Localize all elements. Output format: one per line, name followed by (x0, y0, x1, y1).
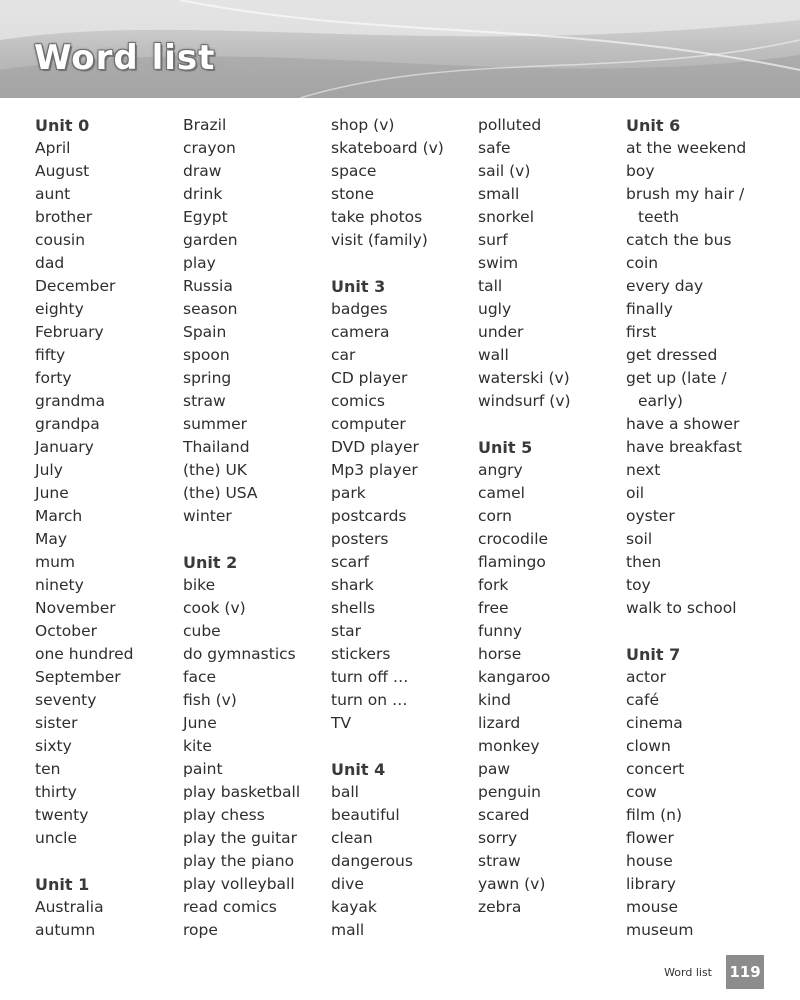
word-entry: scared (478, 806, 530, 824)
word-entry: windsurf (v) (478, 392, 571, 410)
word-entry: library (626, 875, 676, 893)
unit-heading: Unit 1 (35, 875, 90, 894)
word-entry: season (183, 300, 238, 318)
word-entry: (the) UK (183, 461, 247, 479)
word-entry: film (n) (626, 806, 683, 824)
unit-heading: Unit 4 (331, 760, 386, 779)
word-entry: get dressed (626, 346, 718, 364)
word-entry: waterski (v) (478, 369, 570, 387)
word-entry: badges (331, 300, 388, 318)
word-entry: play (183, 254, 216, 272)
word-entry: January (35, 438, 94, 456)
word-entry: swim (478, 254, 519, 272)
word-entry: autumn (35, 921, 96, 939)
word-entry: at the weekend (626, 139, 747, 157)
footer-section-label: Word list (664, 966, 712, 979)
word-entry: horse (478, 645, 522, 663)
word-entry: spring (183, 369, 232, 387)
word-entry: twenty (35, 806, 89, 824)
word-entry: oyster (626, 507, 675, 525)
word-entry: penguin (478, 783, 541, 801)
word-entry: oil (626, 484, 645, 502)
word-entry: stickers (331, 645, 391, 663)
word-entry: shop (v) (331, 116, 395, 134)
word-entry: zebra (478, 898, 522, 916)
word-entry: clown (626, 737, 671, 755)
word-entry: Mp3 player (331, 461, 418, 479)
word-entry: kayak (331, 898, 377, 916)
word-entry: TV (331, 714, 352, 732)
word-entry: camel (478, 484, 525, 502)
word-entry: read comics (183, 898, 277, 916)
word-entry: brother (35, 208, 93, 226)
word-entry: computer (331, 415, 406, 433)
word-entry: July (35, 461, 63, 479)
word-entry: visit (family) (331, 231, 428, 249)
word-entry: park (331, 484, 366, 502)
word-entry: small (478, 185, 520, 203)
word-entry: June (183, 714, 217, 732)
word-entry: CD player (331, 369, 408, 387)
word-entry: fish (v) (183, 691, 237, 709)
word-entry: forty (35, 369, 72, 387)
word-entry: boy (626, 162, 655, 180)
spacer (331, 735, 481, 758)
word-entry: rope (183, 921, 218, 939)
word-entry: grandma (35, 392, 105, 410)
word-entry: teeth (638, 208, 680, 226)
word-entry: DVD player (331, 438, 419, 456)
word-entry: December (35, 277, 116, 295)
word-entry: straw (183, 392, 226, 410)
word-entry: thirty (35, 783, 77, 801)
unit-heading: Unit 3 (331, 277, 386, 296)
unit-heading: Unit 0 (35, 116, 90, 135)
word-entry: ball (331, 783, 359, 801)
word-entry: paint (183, 760, 223, 778)
word-entry: one hundred (35, 645, 134, 663)
word-entry: uncle (35, 829, 78, 847)
word-entry: April (35, 139, 71, 157)
word-entry: turn off … (331, 668, 409, 686)
word-entry: camera (331, 323, 390, 341)
word-entry: free (478, 599, 509, 617)
word-entry: Russia (183, 277, 233, 295)
page-number-badge: 119 (726, 955, 764, 989)
word-entry: sorry (478, 829, 518, 847)
word-entry: funny (478, 622, 523, 640)
word-entry: Spain (183, 323, 227, 341)
spacer (331, 252, 481, 275)
word-entry: comics (331, 392, 386, 410)
word-entry: play basketball (183, 783, 301, 801)
word-entry: postcards (331, 507, 407, 525)
word-entry: stone (331, 185, 374, 203)
word-entry: June (35, 484, 69, 502)
word-entry: (the) USA (183, 484, 258, 502)
word-entry: August (35, 162, 90, 180)
unit-heading: Unit 5 (478, 438, 533, 457)
word-entry: polluted (478, 116, 542, 134)
word-entry: ninety (35, 576, 84, 594)
word-entry: October (35, 622, 98, 640)
word-entry: flamingo (478, 553, 546, 571)
word-column-2 (183, 114, 333, 942)
word-entry: kind (478, 691, 511, 709)
word-entry: ten (35, 760, 61, 778)
word-entry: cube (183, 622, 221, 640)
word-entry: draw (183, 162, 222, 180)
word-entry: play the guitar (183, 829, 298, 847)
word-entry: straw (478, 852, 521, 870)
word-entry: house (626, 852, 673, 870)
word-entry: cinema (626, 714, 683, 732)
word-entry: Brazil (183, 116, 227, 134)
word-entry: posters (331, 530, 389, 548)
word-entry: Australia (35, 898, 104, 916)
word-entry: September (35, 668, 121, 686)
word-entry: grandpa (35, 415, 100, 433)
word-column-1 (35, 114, 185, 942)
word-entry: play the piano (183, 852, 295, 870)
word-entry: sail (v) (478, 162, 531, 180)
word-entry: kite (183, 737, 212, 755)
word-entry: beautiful (331, 806, 400, 824)
word-entry: museum (626, 921, 694, 939)
word-entry: seventy (35, 691, 97, 709)
unit-heading: Unit 6 (626, 116, 681, 135)
word-column-5 (626, 114, 776, 942)
word-entry: surf (478, 231, 508, 249)
page-title: Word list (34, 38, 216, 78)
word-entry: play volleyball (183, 875, 295, 893)
word-entry: have breakfast (626, 438, 742, 456)
word-entry: drink (183, 185, 223, 203)
word-entry: corn (478, 507, 512, 525)
word-entry: flower (626, 829, 674, 847)
word-entry: clean (331, 829, 373, 847)
word-entry: safe (478, 139, 511, 157)
word-list-columns (0, 114, 800, 954)
word-entry: toy (626, 576, 651, 594)
word-entry: wall (478, 346, 509, 364)
word-entry: monkey (478, 737, 540, 755)
word-column-3 (331, 114, 481, 942)
spacer (35, 850, 185, 873)
word-entry: next (626, 461, 661, 479)
word-entry: dangerous (331, 852, 413, 870)
word-entry: catch the bus (626, 231, 732, 249)
word-entry: November (35, 599, 116, 617)
word-entry: under (478, 323, 524, 341)
word-entry: Thailand (183, 438, 250, 456)
word-entry: cow (626, 783, 657, 801)
word-entry: actor (626, 668, 666, 686)
word-entry: scarf (331, 553, 369, 571)
word-entry: garden (183, 231, 238, 249)
unit-heading: Unit 2 (183, 553, 238, 572)
word-entry: tall (478, 277, 503, 295)
spacer (626, 620, 776, 643)
word-entry: bike (183, 576, 216, 594)
word-entry: concert (626, 760, 685, 778)
word-entry: shells (331, 599, 376, 617)
word-entry: spoon (183, 346, 230, 364)
word-entry: mall (331, 921, 365, 939)
word-entry: winter (183, 507, 232, 525)
word-entry: walk to school (626, 599, 737, 617)
word-entry: then (626, 553, 662, 571)
word-entry: space (331, 162, 377, 180)
word-entry: summer (183, 415, 248, 433)
word-entry: turn on … (331, 691, 408, 709)
word-entry: kangaroo (478, 668, 551, 686)
word-entry: yawn (v) (478, 875, 546, 893)
word-entry: have a shower (626, 415, 740, 433)
word-entry: angry (478, 461, 523, 479)
word-entry: February (35, 323, 104, 341)
word-entry: lizard (478, 714, 521, 732)
word-entry: car (331, 346, 356, 364)
word-entry: ugly (478, 300, 512, 318)
word-entry: Egypt (183, 208, 228, 226)
word-entry: every day (626, 277, 704, 295)
word-entry: mum (35, 553, 76, 571)
word-entry: brush my hair / (626, 185, 745, 203)
word-entry: mouse (626, 898, 679, 916)
word-entry: first (626, 323, 657, 341)
word-entry: early) (638, 392, 683, 410)
word-entry: cousin (35, 231, 86, 249)
word-entry: shark (331, 576, 374, 594)
word-entry: finally (626, 300, 673, 318)
unit-heading: Unit 7 (626, 645, 681, 664)
word-entry: sister (35, 714, 78, 732)
word-entry: play chess (183, 806, 265, 824)
word-entry: snorkel (478, 208, 535, 226)
word-entry: May (35, 530, 68, 548)
word-entry: aunt (35, 185, 71, 203)
word-entry: eighty (35, 300, 84, 318)
spacer (478, 413, 628, 436)
page-header (0, 0, 800, 98)
word-entry: paw (478, 760, 511, 778)
word-entry: sixty (35, 737, 72, 755)
word-entry: get up (late / (626, 369, 727, 387)
word-entry: do gymnastics (183, 645, 296, 663)
word-entry: skateboard (v) (331, 139, 444, 157)
word-entry: take photos (331, 208, 423, 226)
word-entry: dive (331, 875, 364, 893)
word-entry: star (331, 622, 362, 640)
word-entry: fifty (35, 346, 66, 364)
word-entry: fork (478, 576, 509, 594)
word-entry: face (183, 668, 217, 686)
word-entry: crayon (183, 139, 236, 157)
word-entry: coin (626, 254, 659, 272)
word-entry: crocodile (478, 530, 549, 548)
word-entry: March (35, 507, 83, 525)
word-entry: soil (626, 530, 653, 548)
word-entry: café (626, 691, 660, 709)
word-column-4 (478, 114, 628, 919)
word-entry: cook (v) (183, 599, 246, 617)
spacer (183, 528, 333, 551)
word-entry: dad (35, 254, 65, 272)
